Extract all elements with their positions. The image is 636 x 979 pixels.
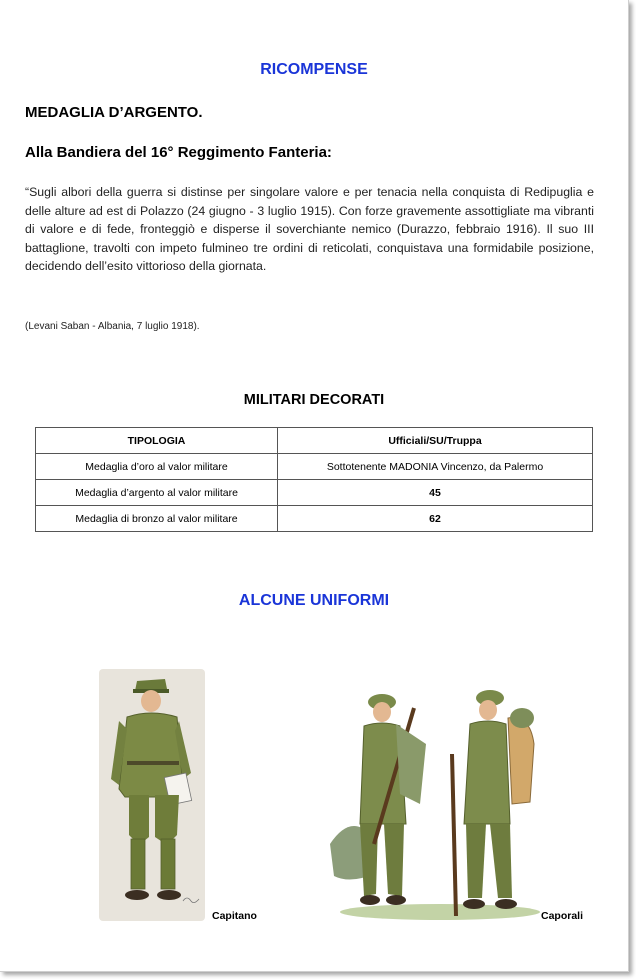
table-row	[36, 454, 593, 480]
section-title-ricompense: RICOMPENSE	[260, 61, 368, 78]
recipient-heading: Alla Bandiera del 16° Reggimento Fanteria:	[25, 144, 332, 161]
citation-note: (Levani Saban - Albania, 7 luglio 1918).	[25, 321, 200, 332]
row-type: Medaglia d’oro al valor militare	[36, 454, 278, 480]
table-header-row	[36, 428, 593, 454]
caption-corporals: Caporali	[541, 910, 584, 922]
row-value: Sottotenente MADONIA Vincenzo, da Palermo	[278, 454, 593, 480]
row-type: Medaglia d’argento al valor militare	[36, 480, 278, 506]
table-row	[36, 506, 593, 532]
column-header-type: TIPOLOGIA	[36, 428, 278, 454]
medal-heading: MEDAGLIA D’ARGENTO.	[25, 104, 203, 121]
citation-text: “Sugli albori della guerra si distinse per singolare valore e per tenacia nella conquista di Redipuglia e delle alture ad est di Polazzo (24 giugno - 3 luglio 1915). Con forze gravemente assottigliate ma vibranti di valore e di fede, fronteggiò e disperse il soverchiante nemico (Durazzo, febbraio 1916). Il suo III battaglione, travolti con impeto fulmineo tre ordini di reticolati, conquistava una formidabile posizione, decidendo dell’esito vittorioso della giornata.	[25, 185, 594, 274]
column-header-personnel: Ufficiali/SU/Truppa	[278, 428, 593, 454]
captain-uniform-illustration	[99, 669, 205, 921]
decorations-title: MILITARI DECORATI	[243, 392, 385, 408]
decorations-table	[35, 427, 593, 532]
corporals-uniform-illustration	[330, 684, 540, 922]
row-value: 45	[278, 480, 593, 506]
section-title-uniforms: ALCUNE UNIFORMI	[238, 592, 390, 609]
row-type: Medaglia di bronzo al valor militare	[36, 506, 278, 532]
row-value: 62	[278, 506, 593, 532]
caption-captain: Capitano	[212, 910, 257, 922]
table-row	[36, 480, 593, 506]
